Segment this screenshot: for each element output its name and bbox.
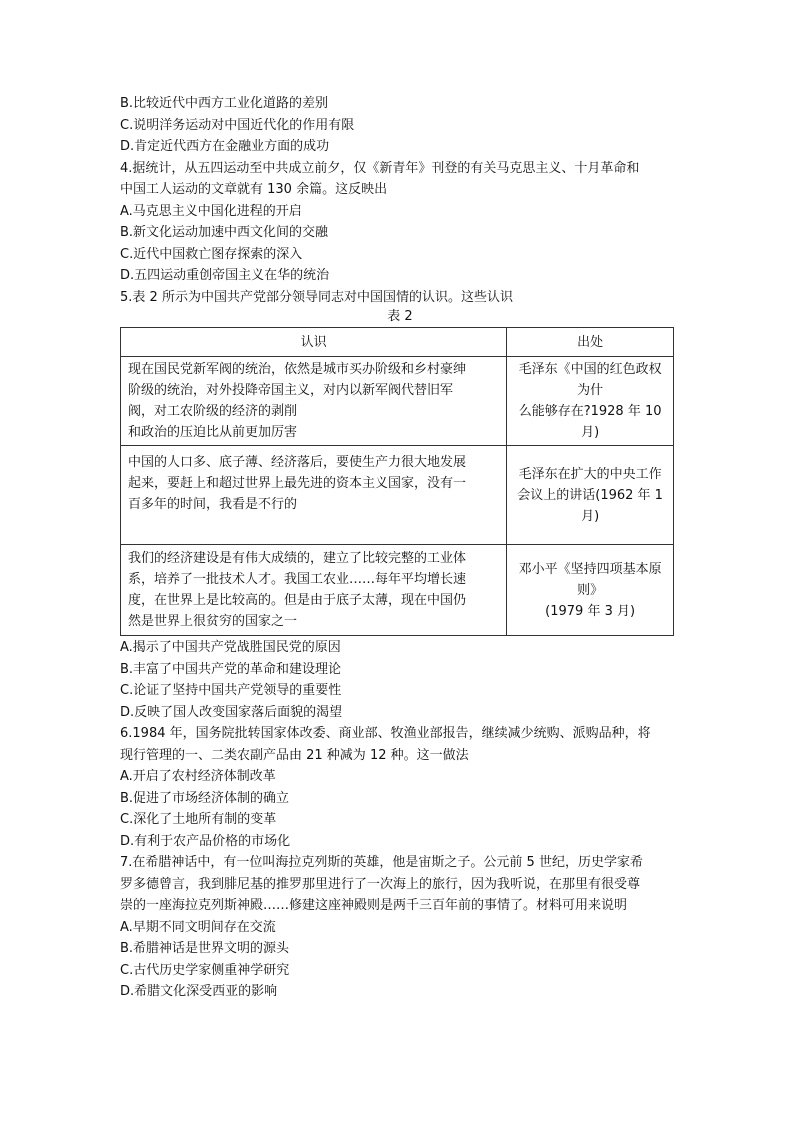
option-5c: C.论证了坚持中国共产党领导的重要性 <box>120 683 342 698</box>
table-cell-source: 邓小平《坚持四项基本原 则》 (1979 年 3 月) <box>507 545 674 636</box>
option-4c: C.近代中国救亡图存探索的深入 <box>120 246 303 262</box>
table-header-cognition: 认识 <box>121 328 507 357</box>
question-5-stem: 5.表 2 所示为中国共产党部分领导同志对中国国情的认识。这些认识 <box>120 289 513 305</box>
question-4-line-2: 中国工人运动的文章就有 130 余篇。这反映出 <box>120 182 388 197</box>
option-7c: C.古代历史学家侧重神学研究 <box>120 962 290 978</box>
table-cell-cognition: 现在国民党新军阀的统治，依然是城市买办阶级和乡村豪绅 阶级的统治，对外投降帝国主义，对内以新军阀代替旧军 阀，对工农阶级的经济的剥削 和政治的压迫比从前更加厉害 <box>121 357 507 446</box>
option-7b: B.希腊神话是世界文明的源头 <box>120 941 290 956</box>
table-cell-source: 毛泽东《中国的红色政权 为什 么能够存在?1928 年 10 月) <box>507 357 674 446</box>
option-6a: A.开启了农村经济体制改革 <box>120 769 276 784</box>
table-2 <box>120 327 674 636</box>
option-4b: B.新文化运动加速中西文化间的交融 <box>120 225 329 240</box>
table-row <box>121 446 674 545</box>
option-6d: D.有利于农产品价格的市场化 <box>120 833 291 849</box>
option-7d: D.希腊文化深受西亚的影响 <box>120 984 278 999</box>
option-3c: C.说明洋务运动对中国近代化的作用有限 <box>120 117 355 133</box>
option-4a: A.马克思主义中国化进程的开启 <box>120 203 302 219</box>
document-page <box>120 93 680 1003</box>
table-cell-cognition: 中国的人口多、底子薄、经济落后，要使生产力很大地发展 起来，要赶上和超过世界上最先进的资本主义国家，没有一 百多年的时间，我看是不行的 <box>121 446 507 545</box>
table-caption: 表 2 <box>387 309 413 324</box>
table-header-source: 出处 <box>507 328 674 357</box>
table-cell-source: 毛泽东在扩大的中央工作 会议上的讲话(1962 年 1 月) <box>507 446 674 545</box>
question-7-line-3: 崇的一座海拉克列斯神殿……修建这座神殿则是两千三百年前的事情了。材料可用来说明 <box>120 898 628 913</box>
table-cell-cognition: 我们的经济建设是有伟大成绩的，建立了比较完整的工业体 系，培养了一批技术人才。我国工农业……每年平均增长速 度，在世界上是比较高的。但是由于底子太薄，现在中国仍 然是世界上很贫穷的国家之一 <box>121 545 507 636</box>
option-3d: D.肯定近代西方在金融业方面的成功 <box>120 139 330 154</box>
question-7-line-1: 7.在希腊神话中，有一位叫海拉克列斯的英雄，他是宙斯之子。公元前 5 世纪，历史学家希 <box>120 855 643 870</box>
option-6c: C.深化了土地所有制的变革 <box>120 812 277 827</box>
table-header-row <box>121 328 674 357</box>
option-7a: A.早期不同文明间存在交流 <box>120 919 276 935</box>
option-4d: D.五四运动重创帝国主义在华的统治 <box>120 268 330 283</box>
question-6-line-1: 6.1984 年，国务院批转国家体改委、商业部、牧渔业部报告，继续减少统购、派购品种，将 <box>120 726 651 741</box>
question-7-line-2: 罗多德曾言，我到腓尼基的推罗那里进行了一次海上的旅行，因为我听说，在那里有很受尊 <box>120 876 641 892</box>
option-5d: D.反映了国人改变国家落后面貌的渴望 <box>120 704 343 720</box>
option-6b: B.促进了市场经济体制的确立 <box>120 790 290 806</box>
question-6-line-2: 现行管理的一、二类农副产品由 21 种减为 12 种。这一做法 <box>120 747 469 763</box>
table-row <box>121 545 674 636</box>
option-5a: A.揭示了中国共产党战胜国民党的原因 <box>120 640 341 655</box>
question-4-line-1: 4.据统计，从五四运动至中共成立前夕，仅《新青年》刊登的有关马克思主义、十月革命和 <box>120 160 640 176</box>
option-5b: B.丰富了中国共产党的革命和建设理论 <box>120 661 342 677</box>
option-3b: B.比较近代中西方工业化道路的差别 <box>120 96 329 111</box>
table-row <box>121 357 674 446</box>
